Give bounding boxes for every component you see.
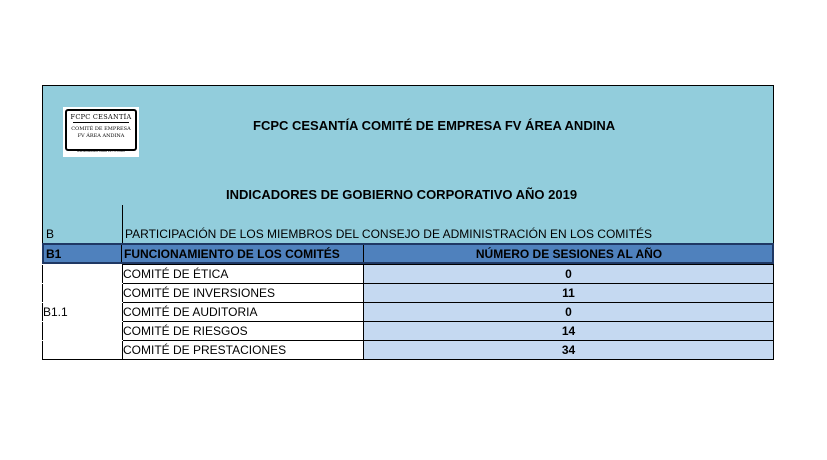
- committee-name: COMITÉ DE INVERSIONES: [123, 284, 364, 303]
- sessions-value: 11: [364, 284, 774, 303]
- table-row: [43, 303, 774, 322]
- row-code: [43, 322, 123, 341]
- logo-line-3: FV ÁREA ANDINA: [77, 133, 125, 139]
- row-code: B1.1: [43, 303, 123, 322]
- logo-tagline: ASEGURANDO PARA EL FUTURO: [77, 149, 125, 153]
- row-code: [43, 265, 123, 284]
- logo-rule: [73, 122, 129, 123]
- logo-title: FCPC CESANTÍA: [70, 113, 132, 121]
- sessions-value: 0: [364, 303, 774, 322]
- company-logo: [63, 107, 139, 157]
- logo-line-2: COMITÉ DE EMPRESA: [71, 126, 131, 132]
- section-row: [42, 205, 774, 243]
- committee-name: COMITÉ DE AUDITORIA: [123, 303, 364, 322]
- header-block: [42, 85, 774, 205]
- committee-name: COMITÉ DE RIESGOS: [123, 322, 364, 341]
- sessions-value: 34: [364, 341, 774, 360]
- table-row: [43, 322, 774, 341]
- committee-name: COMITÉ DE ÉTICA: [123, 265, 364, 284]
- committee-table: [42, 264, 774, 360]
- subheader-code: B1: [46, 247, 62, 261]
- table-row: [43, 284, 774, 303]
- column-header-committee: FUNCIONAMIENTO DE LOS COMITÉS: [124, 247, 340, 261]
- sessions-value: 0: [364, 265, 774, 284]
- committee-name: COMITÉ DE PRESTACIONES: [123, 341, 364, 360]
- column-header-sessions: NÚMERO DE SESIONES AL AÑO: [475, 247, 663, 261]
- sessions-value: 14: [364, 322, 774, 341]
- spreadsheet: [42, 85, 774, 360]
- column-divider: [121, 245, 122, 262]
- company-title: FCPC CESANTÍA COMITÉ DE EMPRESA FV ÁREA ANDINA: [253, 118, 616, 133]
- page-title: INDICADORES DE GOBIERNO CORPORATIVO AÑO 2019: [226, 187, 578, 202]
- subheader-row: [42, 243, 774, 264]
- table-row: [43, 265, 774, 284]
- row-code: [43, 341, 123, 360]
- section-code: B: [46, 227, 55, 241]
- column-divider: [122, 205, 123, 243]
- row-code: [43, 284, 123, 303]
- logo-subtitle: [67, 126, 135, 140]
- logo-frame: [65, 109, 137, 151]
- section-title: PARTICIPACIÓN DE LOS MIEMBROS DEL CONSEJO DE ADMINISTRACIÓN EN LOS COMITÉS: [125, 227, 652, 241]
- table-row: [43, 341, 774, 360]
